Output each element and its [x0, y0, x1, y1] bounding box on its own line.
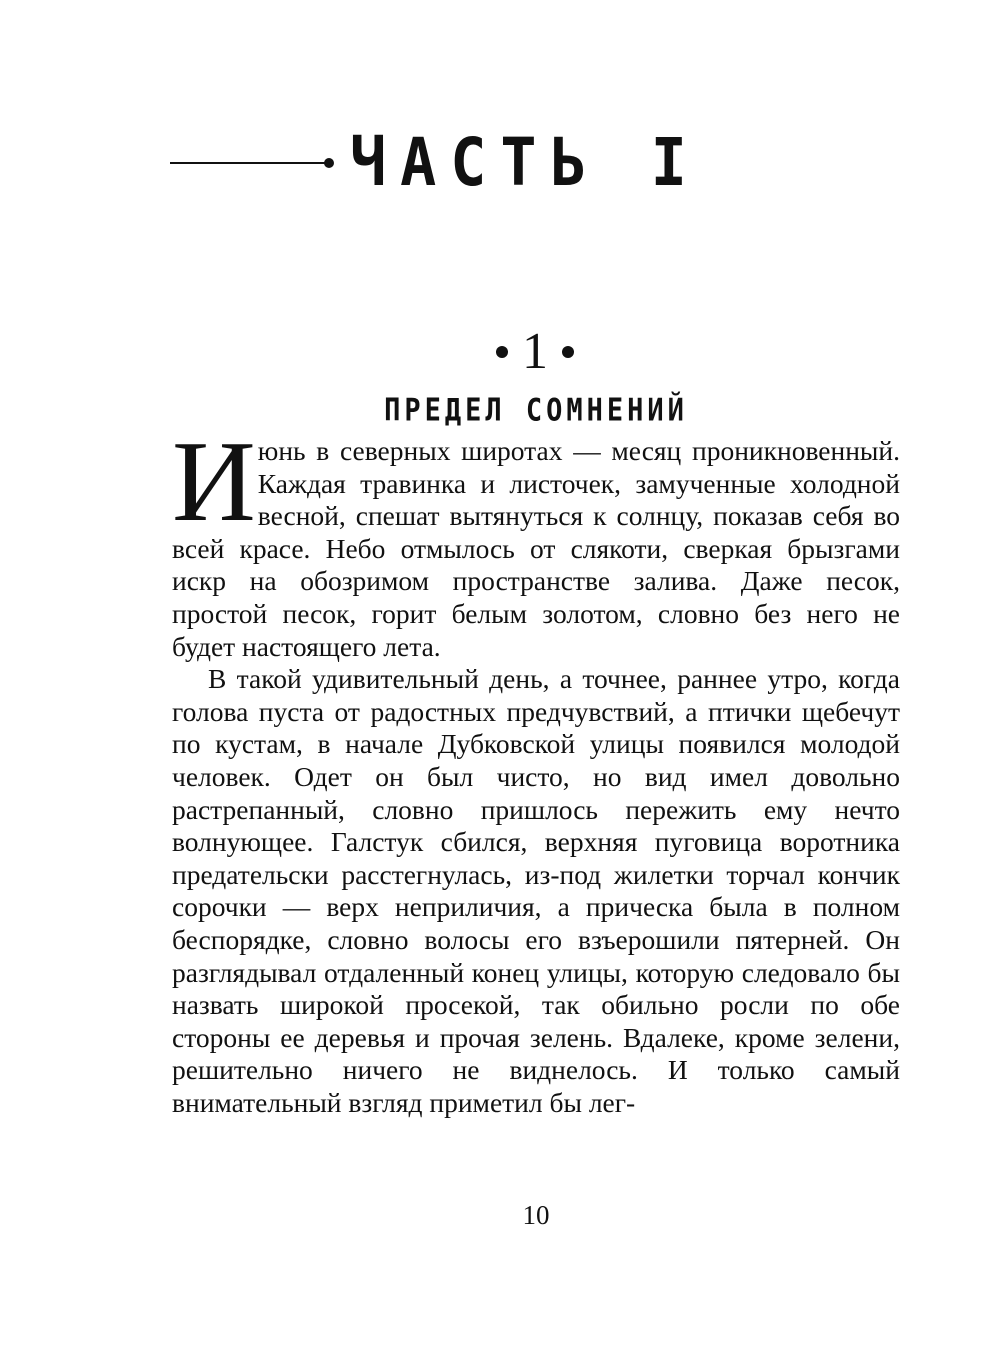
drop-cap: И [172, 418, 256, 546]
paragraph-1-text: юнь в северных широтах — месяц проникновенный. Каждая травинка и листочек, замученные холодной весной, спешат вытянуться к солнцу, показав себя во всей красе. Небо отмылось от слякоти, сверкая брызгами искр на обозримом пространстве залива. Даже песок, простой песок, горит белым золотом, словно без него не будет настоящего лета. [172, 435, 900, 662]
part-heading-bullet [324, 158, 334, 168]
chapter-number-bullet-left [496, 346, 508, 358]
chapter-number-bullet-right [562, 346, 574, 358]
chapter-number: 1 [522, 323, 548, 380]
part-heading [170, 124, 701, 202]
chapter-number-line [0, 322, 1000, 382]
chapter-title: ПРЕДЕЛ СОМНЕНИЙ [384, 392, 688, 429]
paragraph-2: В такой удивительный день, а точнее, раннее утро, когда голова пуста от радостных предчувствий, а птички щебечут по кустам, в начале Дубковской улицы появился молодой человек. Одет он был чисто, но вид имел довольно растрепанный, словно пришлось пережить ему нечто волнующее. Галстук сбился, верхняя пуговица воротника предательски расстегнулась, из-под жилетки торчал кончик сорочки — верх неприличия, а прическа была в полном беспорядке, словно волосы его взъерошили пятерней. Он разглядывал отдаленный конец улицы, которую следовало бы назвать широкой просекой, так обильно росли по обе стороны ее деревья и прочая зелень. Вдалеке, кроме зелени, решительно ничего не виднелось. И только самый внимательный взгляд приметил бы лег- [172, 663, 900, 1118]
paragraph-1 [172, 418, 900, 663]
page-number: 10 [522, 1200, 550, 1230]
chapter-body [172, 418, 900, 1119]
part-heading-rule [170, 162, 326, 164]
part-title: ЧАСТЬ I [350, 124, 701, 202]
